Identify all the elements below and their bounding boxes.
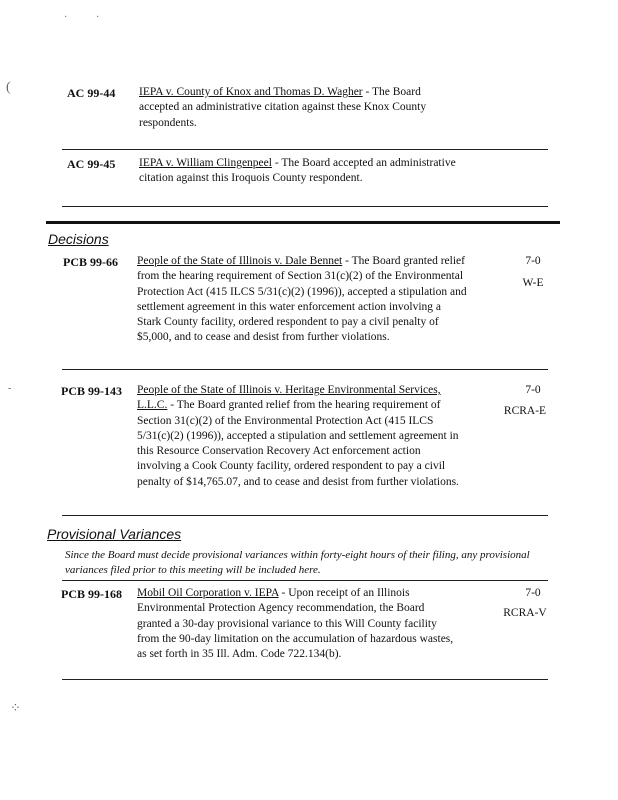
case-title-link[interactable]: People of the State of Illinois v. Heritage Environmental Services, L.L.C. — [137, 384, 441, 412]
scan-speck: ( — [6, 80, 11, 95]
case-entry — [137, 254, 467, 346]
case-summary: - Upon receipt of an Illinois Environmental Protection Agency recommendation, the Board granted a 30-day provisional variance to this Will County facility from the 90-day limitation on the accumulation of hazardous wastes, as set forth in 35 Ill. Adm. Code 722.134(b). — [137, 587, 454, 661]
case-number: PCB 99-66 — [63, 255, 118, 269]
provisional-note: Since the Board must decide provisional variances within forty-eight hours of their filing, any provisional variances filed prior to this meeting will be included here. — [65, 549, 530, 576]
case-type: RCRA-E — [503, 405, 547, 417]
case-number: PCB 99-168 — [61, 587, 122, 601]
vote-count: 7-0 — [525, 255, 541, 267]
case-title-link[interactable]: IEPA v. County of Knox and Thomas D. Wagher — [139, 86, 363, 98]
case-number: AC 99-45 — [67, 157, 116, 171]
case-title-link[interactable]: People of the State of Illinois v. Dale Bennet — [137, 255, 343, 267]
divider — [62, 580, 548, 581]
case-title-link[interactable]: IEPA v. William Clingenpeel — [139, 157, 272, 169]
section-heading-decisions: Decisions — [48, 231, 109, 247]
scan-speck: ⁘ — [10, 700, 21, 715]
case-title-link[interactable]: Mobil Oil Corporation v. IEPA — [137, 587, 279, 599]
divider — [62, 149, 548, 150]
scan-speck: - — [8, 383, 12, 394]
case-type: W-E — [522, 277, 544, 289]
vote-count: 7-0 — [525, 587, 541, 599]
divider — [62, 515, 548, 516]
case-number: PCB 99-143 — [61, 384, 122, 398]
divider — [62, 369, 548, 370]
section-heading-provisional-variances: Provisional Variances — [47, 526, 182, 542]
case-entry — [137, 586, 457, 662]
divider — [62, 679, 548, 680]
case-summary: - The Board granted relief from the hearing requirement of Section 31(c)(2) of the Environmental Protection Act (415 ILCS 5/31(c)(2) (1996)), accepted a stipulation and settlement agreement in this water enforcement action involving a Stark County facility, ordered respondent to pay a civil penalty of $5,000, and to cease and desist from further violations. — [137, 255, 467, 344]
vote-count: 7-0 — [525, 384, 541, 396]
case-entry — [139, 85, 459, 131]
case-entry — [139, 156, 459, 187]
case-entry — [137, 383, 467, 490]
case-number: AC 99-44 — [67, 86, 116, 100]
case-summary: - The Board accepted an administrative citation against these Knox County respondents. — [139, 86, 427, 129]
section-divider — [46, 221, 560, 224]
case-type: RCRA-V — [503, 607, 547, 619]
scan-speck: · — [64, 12, 68, 23]
scan-speck: · — [96, 12, 100, 23]
case-summary: - The Board accepted an administrative citation against this Iroquois County respondent. — [139, 157, 456, 185]
case-summary: - The Board granted relief from the hearing requirement of Section 31(c)(2) of the Environmental Protection Act (415 ILCS 5/31(c)(2) (1996)), accepted a stipulation and settlement agreement in this Resource Conservation Recovery Act enforcement action involving a Cook County facility, ordered respondent to pay a civil penalty of $14,765.07, and to cease and desist from further violations. — [137, 399, 459, 488]
divider — [62, 206, 548, 207]
